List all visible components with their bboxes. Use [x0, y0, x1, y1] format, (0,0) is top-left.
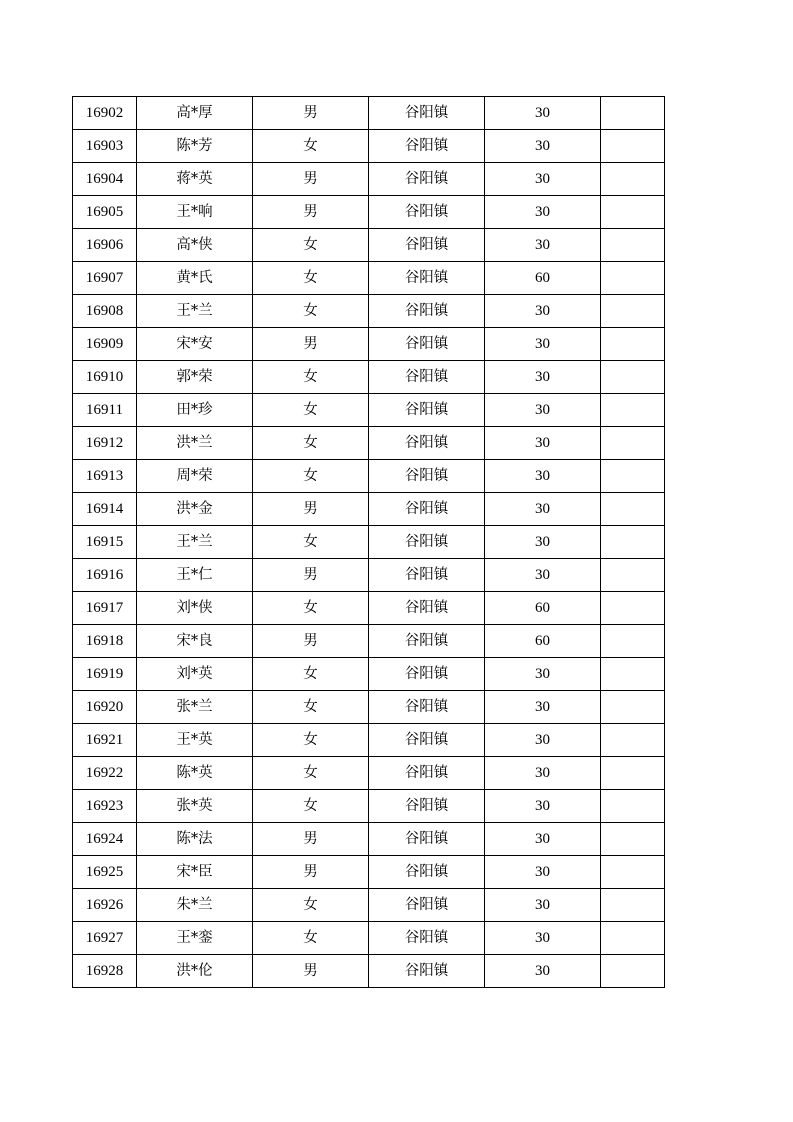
cell-town: 谷阳镇 — [369, 955, 485, 988]
table-row — [73, 559, 665, 592]
cell-amount: 30 — [485, 196, 601, 229]
table-row — [73, 361, 665, 394]
table-row — [73, 328, 665, 361]
data-table — [72, 96, 665, 988]
cell-gender: 女 — [253, 229, 369, 262]
cell-extra — [601, 823, 665, 856]
cell-amount: 30 — [485, 229, 601, 262]
cell-extra — [601, 757, 665, 790]
cell-id: 16924 — [73, 823, 137, 856]
cell-amount: 30 — [485, 691, 601, 724]
table-row — [73, 295, 665, 328]
cell-extra — [601, 625, 665, 658]
cell-extra — [601, 196, 665, 229]
cell-gender: 男 — [253, 328, 369, 361]
cell-id: 16907 — [73, 262, 137, 295]
cell-town: 谷阳镇 — [369, 625, 485, 658]
cell-extra — [601, 328, 665, 361]
cell-name: 洪*伦 — [137, 955, 253, 988]
cell-name: 宋*安 — [137, 328, 253, 361]
cell-name: 刘*英 — [137, 658, 253, 691]
cell-name: 王*兰 — [137, 526, 253, 559]
cell-town: 谷阳镇 — [369, 130, 485, 163]
cell-town: 谷阳镇 — [369, 922, 485, 955]
cell-amount: 60 — [485, 592, 601, 625]
table-row — [73, 427, 665, 460]
cell-id: 16912 — [73, 427, 137, 460]
cell-gender: 女 — [253, 262, 369, 295]
table-row — [73, 955, 665, 988]
cell-id: 16908 — [73, 295, 137, 328]
cell-extra — [601, 97, 665, 130]
cell-amount: 30 — [485, 526, 601, 559]
cell-amount: 30 — [485, 856, 601, 889]
cell-extra — [601, 163, 665, 196]
cell-id: 16926 — [73, 889, 137, 922]
cell-town: 谷阳镇 — [369, 460, 485, 493]
cell-gender: 女 — [253, 790, 369, 823]
cell-name: 周*荣 — [137, 460, 253, 493]
cell-id: 16925 — [73, 856, 137, 889]
cell-gender: 女 — [253, 757, 369, 790]
cell-name: 宋*臣 — [137, 856, 253, 889]
cell-amount: 30 — [485, 658, 601, 691]
cell-gender: 女 — [253, 889, 369, 922]
table-row — [73, 856, 665, 889]
cell-id: 16916 — [73, 559, 137, 592]
table-row — [73, 592, 665, 625]
cell-extra — [601, 790, 665, 823]
table-row — [73, 922, 665, 955]
cell-gender: 女 — [253, 592, 369, 625]
cell-gender: 男 — [253, 196, 369, 229]
table-row — [73, 229, 665, 262]
cell-name: 宋*良 — [137, 625, 253, 658]
cell-amount: 30 — [485, 97, 601, 130]
table-row — [73, 196, 665, 229]
cell-name: 王*兰 — [137, 295, 253, 328]
cell-id: 16913 — [73, 460, 137, 493]
cell-town: 谷阳镇 — [369, 295, 485, 328]
cell-extra — [601, 427, 665, 460]
cell-name: 王*仁 — [137, 559, 253, 592]
cell-extra — [601, 691, 665, 724]
cell-gender: 女 — [253, 130, 369, 163]
table-row — [73, 691, 665, 724]
cell-id: 16920 — [73, 691, 137, 724]
cell-name: 洪*兰 — [137, 427, 253, 460]
cell-name: 刘*侠 — [137, 592, 253, 625]
cell-name: 黄*氏 — [137, 262, 253, 295]
cell-gender: 男 — [253, 97, 369, 130]
table-row — [73, 493, 665, 526]
table-row — [73, 823, 665, 856]
cell-gender: 男 — [253, 559, 369, 592]
cell-amount: 30 — [485, 460, 601, 493]
cell-extra — [601, 361, 665, 394]
cell-amount: 30 — [485, 955, 601, 988]
table-row — [73, 460, 665, 493]
cell-id: 16906 — [73, 229, 137, 262]
cell-town: 谷阳镇 — [369, 394, 485, 427]
cell-gender: 女 — [253, 394, 369, 427]
cell-extra — [601, 889, 665, 922]
table-row — [73, 790, 665, 823]
cell-extra — [601, 955, 665, 988]
cell-gender: 女 — [253, 526, 369, 559]
cell-town: 谷阳镇 — [369, 97, 485, 130]
cell-id: 16905 — [73, 196, 137, 229]
cell-amount: 30 — [485, 163, 601, 196]
cell-town: 谷阳镇 — [369, 658, 485, 691]
cell-amount: 30 — [485, 889, 601, 922]
cell-town: 谷阳镇 — [369, 229, 485, 262]
cell-name: 张*英 — [137, 790, 253, 823]
cell-id: 16902 — [73, 97, 137, 130]
cell-town: 谷阳镇 — [369, 427, 485, 460]
cell-id: 16928 — [73, 955, 137, 988]
cell-amount: 30 — [485, 559, 601, 592]
cell-gender: 女 — [253, 295, 369, 328]
cell-extra — [601, 724, 665, 757]
cell-amount: 30 — [485, 757, 601, 790]
cell-id: 16921 — [73, 724, 137, 757]
cell-amount: 30 — [485, 493, 601, 526]
cell-id: 16919 — [73, 658, 137, 691]
cell-town: 谷阳镇 — [369, 592, 485, 625]
cell-extra — [601, 295, 665, 328]
table-row — [73, 130, 665, 163]
cell-name: 陈*英 — [137, 757, 253, 790]
cell-amount: 30 — [485, 790, 601, 823]
cell-gender: 男 — [253, 163, 369, 196]
cell-town: 谷阳镇 — [369, 361, 485, 394]
cell-amount: 30 — [485, 130, 601, 163]
cell-amount: 30 — [485, 823, 601, 856]
cell-gender: 女 — [253, 658, 369, 691]
cell-id: 16909 — [73, 328, 137, 361]
cell-extra — [601, 559, 665, 592]
cell-town: 谷阳镇 — [369, 163, 485, 196]
cell-name: 田*珍 — [137, 394, 253, 427]
cell-town: 谷阳镇 — [369, 823, 485, 856]
cell-name: 蒋*英 — [137, 163, 253, 196]
cell-town: 谷阳镇 — [369, 262, 485, 295]
cell-id: 16911 — [73, 394, 137, 427]
cell-gender: 男 — [253, 823, 369, 856]
cell-id: 16915 — [73, 526, 137, 559]
cell-name: 高*厚 — [137, 97, 253, 130]
cell-extra — [601, 394, 665, 427]
cell-amount: 60 — [485, 262, 601, 295]
cell-id: 16918 — [73, 625, 137, 658]
cell-extra — [601, 493, 665, 526]
cell-town: 谷阳镇 — [369, 526, 485, 559]
cell-town: 谷阳镇 — [369, 724, 485, 757]
cell-amount: 30 — [485, 295, 601, 328]
cell-town: 谷阳镇 — [369, 691, 485, 724]
cell-name: 高*侠 — [137, 229, 253, 262]
cell-town: 谷阳镇 — [369, 559, 485, 592]
cell-id: 16914 — [73, 493, 137, 526]
table-row — [73, 394, 665, 427]
cell-extra — [601, 130, 665, 163]
table-row — [73, 724, 665, 757]
cell-id: 16917 — [73, 592, 137, 625]
table-body — [73, 97, 665, 988]
cell-town: 谷阳镇 — [369, 889, 485, 922]
cell-amount: 30 — [485, 394, 601, 427]
table-row — [73, 163, 665, 196]
cell-gender: 男 — [253, 625, 369, 658]
table-row — [73, 625, 665, 658]
table-row — [73, 658, 665, 691]
cell-town: 谷阳镇 — [369, 856, 485, 889]
cell-name: 陈*芳 — [137, 130, 253, 163]
table-row — [73, 757, 665, 790]
cell-name: 陈*法 — [137, 823, 253, 856]
cell-gender: 女 — [253, 691, 369, 724]
cell-name: 洪*金 — [137, 493, 253, 526]
cell-extra — [601, 922, 665, 955]
cell-town: 谷阳镇 — [369, 196, 485, 229]
table-row — [73, 526, 665, 559]
cell-extra — [601, 658, 665, 691]
cell-amount: 30 — [485, 361, 601, 394]
cell-extra — [601, 229, 665, 262]
cell-amount: 30 — [485, 328, 601, 361]
cell-gender: 女 — [253, 361, 369, 394]
cell-town: 谷阳镇 — [369, 493, 485, 526]
cell-gender: 男 — [253, 493, 369, 526]
table-row — [73, 262, 665, 295]
cell-id: 16922 — [73, 757, 137, 790]
table-row — [73, 97, 665, 130]
cell-extra — [601, 856, 665, 889]
cell-gender: 男 — [253, 955, 369, 988]
cell-name: 王*銮 — [137, 922, 253, 955]
cell-extra — [601, 262, 665, 295]
cell-gender: 女 — [253, 460, 369, 493]
table-row — [73, 889, 665, 922]
cell-name: 王*响 — [137, 196, 253, 229]
cell-amount: 30 — [485, 922, 601, 955]
cell-gender: 女 — [253, 922, 369, 955]
cell-id: 16904 — [73, 163, 137, 196]
cell-amount: 60 — [485, 625, 601, 658]
cell-amount: 30 — [485, 724, 601, 757]
cell-name: 张*兰 — [137, 691, 253, 724]
cell-town: 谷阳镇 — [369, 328, 485, 361]
cell-extra — [601, 460, 665, 493]
cell-name: 郭*荣 — [137, 361, 253, 394]
cell-name: 王*英 — [137, 724, 253, 757]
cell-gender: 女 — [253, 427, 369, 460]
cell-extra — [601, 592, 665, 625]
cell-gender: 男 — [253, 856, 369, 889]
cell-name: 朱*兰 — [137, 889, 253, 922]
cell-id: 16910 — [73, 361, 137, 394]
cell-extra — [601, 526, 665, 559]
cell-amount: 30 — [485, 427, 601, 460]
cell-gender: 女 — [253, 724, 369, 757]
cell-id: 16903 — [73, 130, 137, 163]
cell-town: 谷阳镇 — [369, 757, 485, 790]
cell-id: 16927 — [73, 922, 137, 955]
cell-town: 谷阳镇 — [369, 790, 485, 823]
cell-id: 16923 — [73, 790, 137, 823]
